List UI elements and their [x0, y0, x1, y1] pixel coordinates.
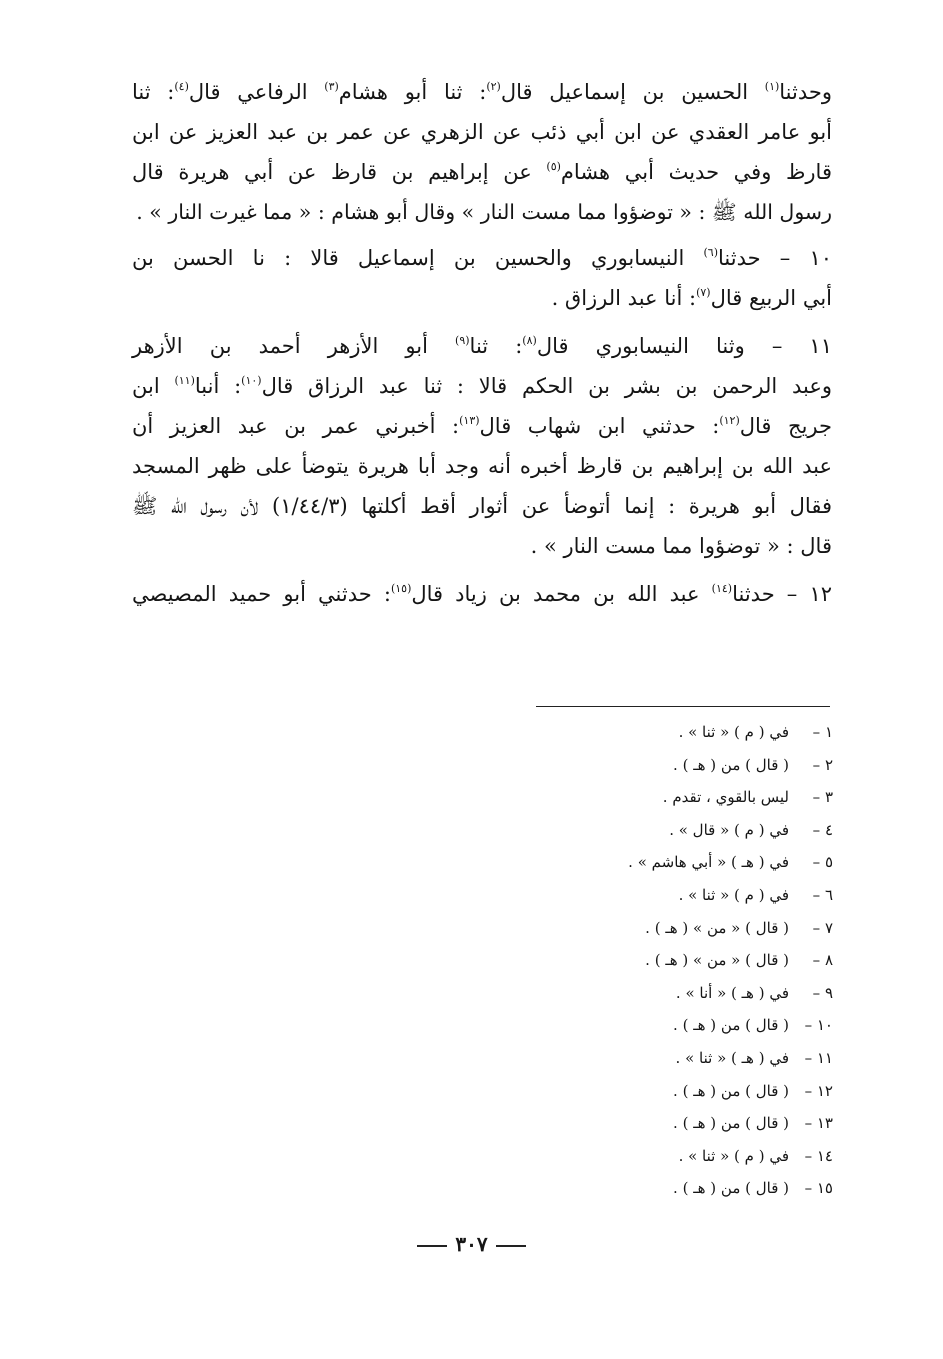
- footnote-number: ٥ –: [812, 853, 833, 872]
- footnote-ref: (١): [764, 80, 780, 93]
- footnote-text: ( قال ) من ( هـ ) .: [673, 1081, 789, 1100]
- footnote-item: [473, 977, 833, 1010]
- paragraph-hadith-10: [132, 238, 832, 318]
- page-number: [0, 1232, 943, 1256]
- footnote-ref: (٢): [486, 80, 501, 93]
- footnote-text: في ( هـ ) « أبي هاشم » .: [628, 853, 789, 872]
- footnote-number: ١٠ –: [804, 1016, 833, 1035]
- footnote-text: ليس بالقوي ، تقدم .: [662, 788, 789, 807]
- footnote-item: [473, 912, 833, 945]
- footnote-ref: (٦): [703, 246, 718, 259]
- footnote-number: ٦ –: [812, 885, 833, 904]
- footnote-text: ( قال ) من ( هـ ) .: [673, 1114, 789, 1133]
- footnote-number: ٩ –: [812, 983, 833, 1002]
- text-line: ١١ – وثنا النيسابوري قال$^{(٨)}$: ثنا$^{(٩)}$ أبو الأزهر أحمد بن الأزهر: [132, 334, 832, 358]
- footnote-text: ( قال ) من ( هـ ) .: [673, 1179, 789, 1198]
- footnote-ref: (١٢): [719, 414, 740, 427]
- footnote-item: [473, 749, 833, 782]
- page-number-value: ٣٠٧: [455, 1232, 488, 1256]
- footnote-ref: (٨): [522, 334, 537, 347]
- footnote-item: [473, 1042, 833, 1075]
- text-line: وعبد الرحمن بن بشر بن الحكم قالا : ثنا عبد الرزاق قال$^{(١٠)}$: أنبا$^{(١١)}$ ابن: [132, 374, 833, 398]
- footnote-ref: (٩): [455, 334, 470, 347]
- text-line: عبد الله بن إبراهيم بن قارظ أخبره أنه وجد أبا هريرة يتوضأ على ظهر المسجد: [132, 454, 832, 478]
- footnote-ref: (٤): [174, 80, 189, 93]
- paragraph-hadith-9: [132, 72, 832, 232]
- footnote-text: ( قال ) « من » ( هـ ) .: [645, 918, 789, 937]
- footnote-number: ٤ –: [812, 820, 833, 839]
- main-text: [132, 72, 832, 622]
- footnote-number: ٧ –: [812, 918, 833, 937]
- footnote-number: ٣ –: [812, 788, 833, 807]
- footnote-text: ( قال ) من ( هـ ) .: [673, 755, 789, 774]
- text-line: ١٢ – حدثنا$^{(١٤)}$ عبد الله بن محمد بن زياد قال$^{(١٥)}$: حدثني أبو حميد المصيصي: [132, 582, 832, 606]
- footnote-text: ( قال ) من ( هـ ) .: [673, 1016, 789, 1035]
- text-line: أبي الربيع قال$^{(٧)}$: أنا عبد الرزاق .: [551, 286, 832, 310]
- footnote-number: ١٤ –: [804, 1146, 833, 1165]
- footnote-ref: (٧): [696, 286, 711, 299]
- text-line: فقال أبو هريرة : إنما أتوضأ عن أثوار أقط أكلتها (١/٤٤/٣) لأن رسول الله ﷺ: [132, 494, 832, 518]
- footnote-ref: (١٣): [459, 414, 480, 427]
- text-line: أبو عامر العقدي عن ابن أبي ذئب عن الزهري عن عمر بن عبد العزيز عن ابن: [132, 120, 832, 144]
- footnote-item: [473, 1009, 833, 1042]
- footnote-item: [473, 814, 833, 847]
- footnote-ref: (١١): [174, 374, 195, 387]
- footnote-item: [473, 781, 833, 814]
- footnote-number: ١١ –: [804, 1048, 833, 1067]
- footnote-text: ( قال ) « من » ( هـ ) .: [645, 951, 789, 970]
- paragraph-hadith-11: [132, 326, 832, 566]
- footnote-text: في ( هـ ) « ثنا » .: [675, 1048, 789, 1067]
- footnote-text: في ( م ) « ثنا » .: [678, 723, 789, 741]
- footnote-text: في ( م ) « ثنا » .: [678, 1146, 789, 1165]
- text-line: قارظ وفي حديث أبي هشام$^{(٥)}$ عن إبراهيم بن قارظ عن أبي هريرة قال: [132, 160, 832, 184]
- footnote-item: [473, 1140, 833, 1173]
- footnotes-list: [473, 716, 833, 1205]
- footnote-number: ٨ –: [812, 951, 833, 970]
- footnote-item: [473, 716, 833, 749]
- footnote-item: [473, 944, 833, 977]
- footnote-number: ١ –: [812, 723, 833, 741]
- text-line: وحدثنا$^{(١)}$ الحسين بن إسماعيل قال$^{(٢)}$: ثنا أبو هشام$^{(٣)}$ الرفاعي قال$^{(٤)}$: ثنا: [132, 80, 833, 104]
- footnote-text: في ( هـ ) « أنا » .: [675, 983, 789, 1002]
- footnote-text: في ( م ) « ثنا » .: [678, 885, 789, 904]
- text-line: جريج قال$^{(١٢)}$: حدثني ابن شهاب قال$^{(١٣)}$: أخبرني عمر بن عبد العزيز أن: [132, 414, 832, 438]
- footnote-ref: (١٤): [711, 582, 733, 595]
- footnote-number: ١٢ –: [804, 1081, 833, 1100]
- footnote-item: [473, 1172, 833, 1205]
- page-number-dash: [496, 1245, 526, 1247]
- footnote-number: ١٥ –: [804, 1179, 833, 1198]
- footnote-number: ١٣ –: [804, 1114, 833, 1133]
- footnote-ref: (٣): [324, 80, 339, 93]
- footnote-ref: (١٥): [390, 582, 412, 595]
- footnote-item: [473, 1075, 833, 1108]
- footnote-item: [473, 846, 833, 879]
- footnote-ref: (٥): [546, 160, 561, 173]
- paragraph-hadith-12: [132, 574, 832, 614]
- footnote-text: في ( م ) « قال » .: [669, 820, 789, 839]
- footnote-separator: [536, 706, 830, 707]
- footnote-number: ٢ –: [812, 755, 833, 774]
- text-line: رسول الله ﷺ : « توضؤوا مما مست النار » وقال أبو هشام : « مما غيرت النار » .: [136, 200, 832, 224]
- footnote-item: [473, 879, 833, 912]
- text-line: ١٠ – حدثنا$^{(٦)}$ النيسابوري والحسين بن إسماعيل قالا : نا الحسن بن: [132, 246, 832, 270]
- text-line: قال : « توضؤوا مما مست النار » .: [530, 534, 832, 558]
- footnote-ref: (١٠): [241, 374, 262, 387]
- footnote-item: [473, 1107, 833, 1140]
- page-number-dash: [417, 1245, 447, 1247]
